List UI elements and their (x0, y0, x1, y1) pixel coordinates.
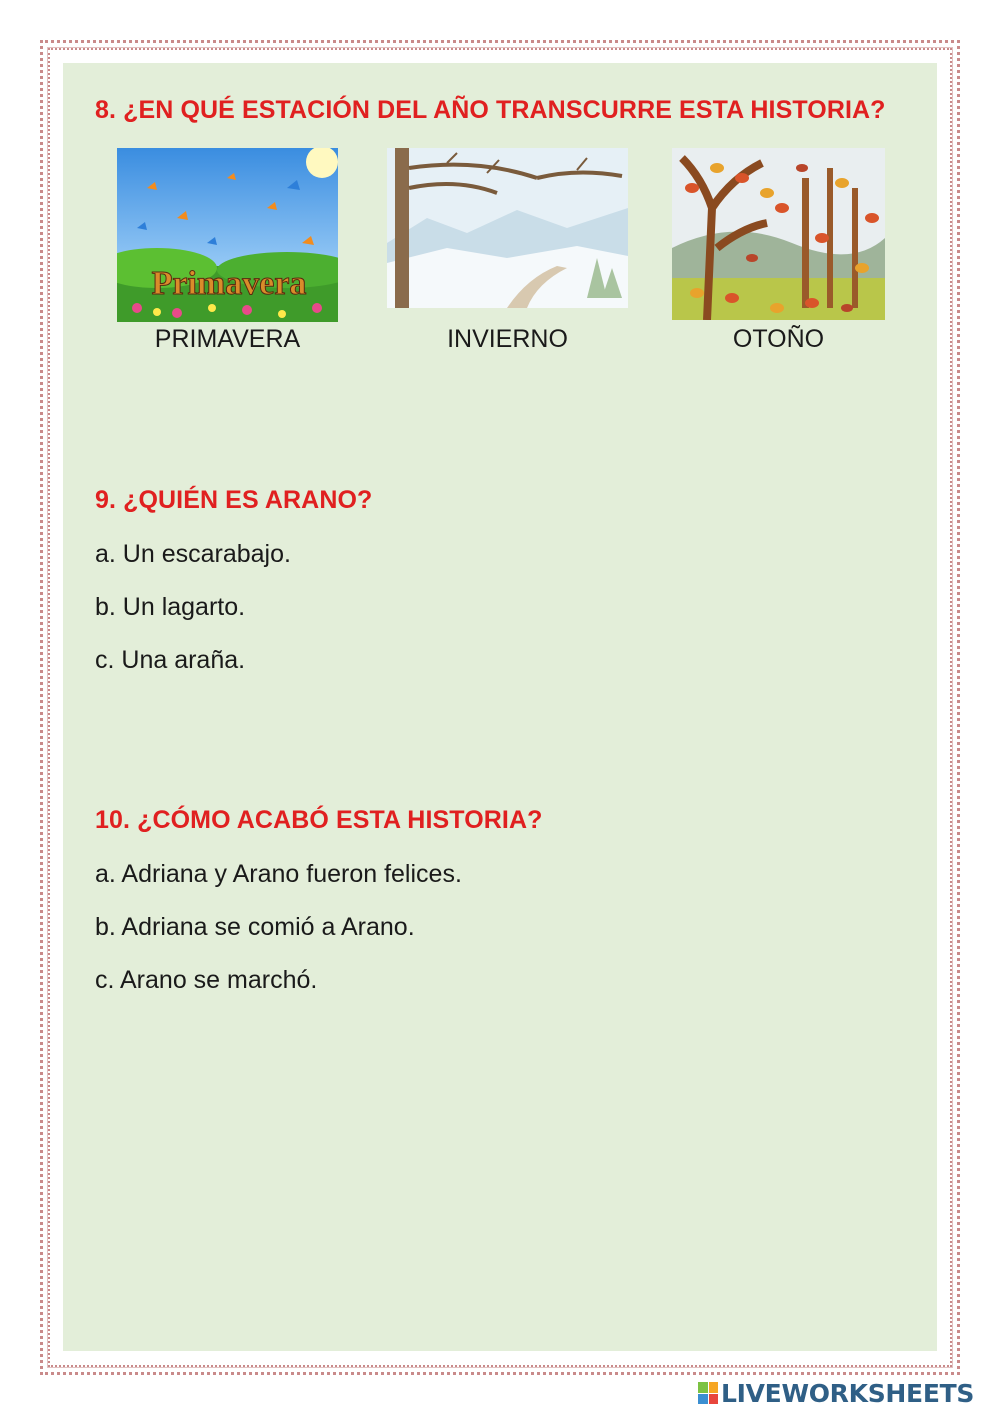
logo-mark-icon (698, 1382, 718, 1404)
spring-label: PRIMAVERA (154, 325, 301, 353)
question-10-option-b[interactable]: b. Adriana se comió a Arano. (95, 913, 415, 941)
autumn-illustration (672, 148, 885, 320)
autumn-label: OTOÑO (732, 325, 825, 353)
question-9-option-a[interactable]: a. Un escarabajo. (95, 540, 291, 568)
winter-illustration (387, 148, 628, 308)
liveworksheets-logo[interactable] (698, 1378, 974, 1408)
question-9-option-b[interactable]: b. Un lagarto. (95, 593, 246, 621)
question-8-title: 8. ¿EN QUÉ ESTACIÓN DEL AÑO TRANSCURRE ESTA HISTORIA? (95, 96, 886, 124)
question-10-title: 10. ¿CÓMO ACABÓ ESTA HISTORIA? (95, 806, 543, 834)
spring-image[interactable] (117, 148, 338, 322)
brand-name: LIVEWORKSHEETS (721, 1378, 975, 1408)
question-9-title: 9. ¿QUIÉN ES ARANO? (95, 486, 373, 514)
winter-label: INVIERNO (447, 325, 568, 353)
question-9-option-c[interactable]: c. Una araña. (95, 646, 246, 674)
question-10-option-c[interactable]: c. Arano se marchó. (95, 966, 318, 994)
spring-image-text: Primavera (151, 265, 307, 302)
spring-illustration (117, 148, 338, 322)
winter-image[interactable] (387, 148, 628, 308)
question-10-option-a[interactable]: a. Adriana y Arano fueron felices. (95, 860, 462, 888)
autumn-image[interactable] (672, 148, 885, 320)
